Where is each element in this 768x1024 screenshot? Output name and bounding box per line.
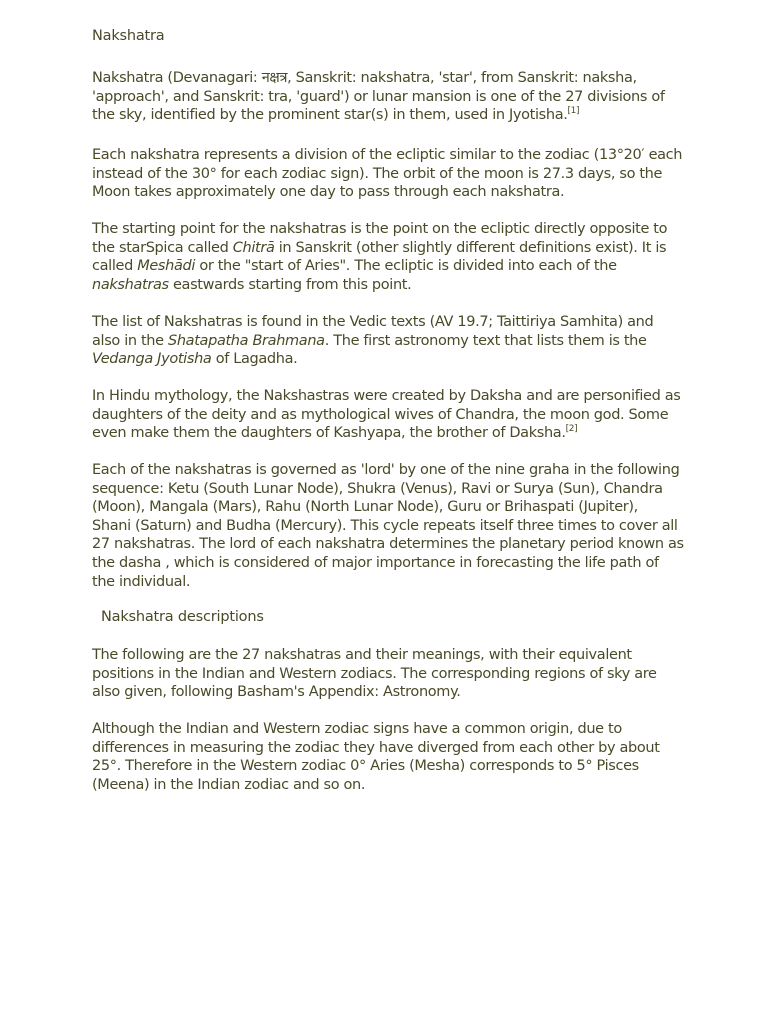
text-line: The list of Nakshatras is found in the Vedic texts (AV 19.7; Taittiriya Samhita) and [92, 314, 654, 330]
italic-term: Meshādi [137, 258, 196, 275]
text-line: Each of the nakshatras is governed as 'lord' by one of the nine graha in the following [92, 462, 680, 478]
text-run: . The first astronomy text that lists them is the [324, 332, 647, 349]
text-line: The following are the 27 nakshatras and their meanings, with their equivalent [92, 647, 632, 663]
italic-term: nakshatras [92, 276, 169, 293]
paragraph-mythology [92, 387, 692, 443]
text-line: the individual. [92, 573, 191, 590]
paragraph-descriptions-intro [92, 646, 692, 702]
text-line: Nakshatra (Devanagari: नक्षत्र, Sanskrit: nakshatra, 'star', from Sanskrit: naksha, [92, 70, 637, 86]
text-line [92, 424, 692, 443]
text-line [92, 350, 692, 369]
paragraph-graha-lords [92, 461, 692, 591]
italic-term: Shatapatha Brahmana [167, 332, 325, 349]
paragraph-vedic-texts [92, 313, 692, 369]
text-line: Moon takes approximately one day to pass through each nakshatra. [92, 184, 565, 201]
text-line: positions in the Indian and Western zodiacs. The corresponding regions of sky are [92, 665, 657, 682]
text-line: Each nakshatra represents a division of the ecliptic similar to the zodiac (13°20′ each [92, 147, 683, 163]
text-line: instead of the 30° for each zodiac sign). The orbit of the moon is 27.3 days, so the [92, 165, 663, 182]
text-line: differences in measuring the zodiac they have diverged from each other by about [92, 739, 660, 756]
paragraph-starting-point [92, 220, 692, 294]
text-line: sequence: Ketu (South Lunar Node), Shukra (Venus), Ravi or Surya (Sun), Chandra [92, 480, 663, 497]
paragraph-intro [92, 69, 692, 125]
text-line: In Hindu mythology, the Nakshastras were created by Daksha and are personified as [92, 388, 681, 404]
text-line: 25°. Therefore in the Western zodiac 0° Aries (Mesha) corresponds to 5° Pisces [92, 758, 639, 775]
section-heading: Nakshatra descriptions [101, 609, 264, 625]
text-line: also given, following Basham's Appendix: Astronomy. [92, 684, 461, 701]
reference-link[interactable]: [1] [567, 106, 580, 117]
text-line: Although the Indian and Western zodiac signs have a common origin, due to [92, 721, 622, 737]
text-line: (Meena) in the Indian zodiac and so on. [92, 776, 366, 793]
text-line: daughters of the deity and as mythological wives of Chandra, the moon god. Some [92, 406, 669, 423]
paragraph-ecliptic-division [92, 146, 692, 202]
text-run: of Lagadha. [211, 351, 298, 368]
text-line [92, 106, 692, 125]
italic-term: Vedanga Jyotisha [92, 351, 212, 368]
text-line: Shani (Saturn) and Budha (Mercury). This cycle repeats itself three times to cover all [92, 517, 678, 534]
text-run: in Sanskrit (other slightly different definitions exist). It is [274, 239, 667, 256]
text-line: The starting point for the nakshatras is the point on the ecliptic directly opposite to [92, 221, 668, 237]
text-line [92, 239, 692, 258]
text-run: even make them the daughters of Kashyapa, the brother of Daksha. [92, 425, 566, 442]
text-run: eastwards starting from this point. [168, 276, 412, 293]
text-line: 27 nakshatras. The lord of each nakshatra determines the planetary period known as [92, 536, 684, 553]
text-run: the starSpica called [92, 239, 233, 256]
text-line [92, 276, 692, 295]
text-line: (Moon), Mangala (Mars), Rahu (North Lunar Node), Guru or Brihaspati (Jupiter), [92, 499, 638, 516]
reference-link[interactable]: [2] [565, 424, 578, 435]
text-run: or the "start of Aries". The ecliptic is divided into each of the [195, 258, 617, 275]
text-line: 'approach', and Sanskrit: tra, 'guard') or lunar mansion is one of the 27 divisions of [92, 88, 665, 105]
italic-term: Chitrā [232, 239, 275, 256]
page-title: Nakshatra [92, 28, 165, 44]
text-line [92, 332, 692, 351]
text-line [92, 257, 692, 276]
paragraph-zodiac-offset [92, 720, 692, 794]
text-run: also in the [92, 332, 168, 349]
text-run: the sky, identified by the prominent star(s) in them, used in Jyotisha. [92, 107, 568, 124]
text-run: called [92, 258, 138, 275]
text-line: the dasha , which is considered of major importance in forecasting the life path of [92, 554, 659, 571]
